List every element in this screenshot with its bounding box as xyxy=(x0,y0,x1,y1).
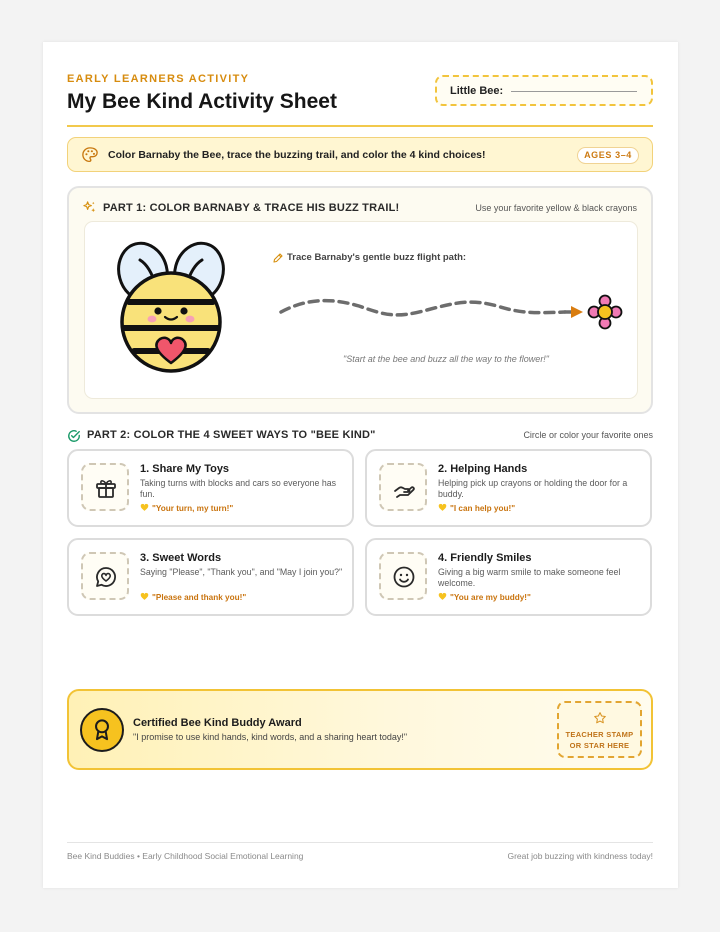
sparkles-icon xyxy=(82,200,97,215)
card-description: Giving a big warm smile to make someone feel welcome. xyxy=(438,567,621,588)
card-quote xyxy=(140,503,233,513)
coloring-area xyxy=(84,221,638,399)
card-description: Taking turns with blocks and cars so everyone has fun. xyxy=(140,478,337,499)
card-icon-frame xyxy=(379,463,427,511)
part2-header xyxy=(67,428,653,446)
award-ribbon-icon xyxy=(91,718,113,742)
pencil-icon xyxy=(272,252,284,264)
footer-message: Great job buzzing with kindness today! xyxy=(507,851,653,861)
kind-card-words[interactable] xyxy=(67,538,354,616)
name-write-line[interactable] xyxy=(511,91,637,92)
trace-path[interactable] xyxy=(277,290,627,340)
card-quote-text: "Please and thank you!" xyxy=(152,593,247,602)
part1-note: Use your favorite yellow & black crayons xyxy=(475,203,637,213)
card-quote xyxy=(438,503,515,513)
flower-icon xyxy=(585,292,625,332)
card-icon-frame xyxy=(81,463,129,511)
check-circle-icon xyxy=(67,429,81,443)
card-title: 3. Sweet Words xyxy=(140,552,222,564)
name-field[interactable] xyxy=(435,75,653,106)
stamp-line-2: OR STAR HERE xyxy=(569,741,630,750)
eyebrow-label: EARLY LEARNERS ACTIVITY xyxy=(67,73,250,85)
gift-icon xyxy=(94,476,118,500)
heart-icon xyxy=(140,503,149,512)
instruction-banner xyxy=(67,137,653,172)
footer-credit: Bee Kind Buddies • Early Childhood Social Emotional Learning xyxy=(67,851,304,861)
award-banner xyxy=(67,689,653,770)
name-label: Little Bee: xyxy=(450,85,504,97)
card-title: 4. Friendly Smiles xyxy=(438,552,532,564)
smile-icon xyxy=(392,565,416,589)
page-title: My Bee Kind Activity Sheet xyxy=(67,90,337,113)
card-title: 1. Share My Toys xyxy=(140,463,230,475)
header-divider xyxy=(67,125,653,127)
trace-label: Trace Barnaby's gentle buzz flight path: xyxy=(287,252,467,263)
heart-chat-icon xyxy=(94,565,118,589)
card-title: 2. Helping Hands xyxy=(438,463,528,475)
card-quote-text: "I can help you!" xyxy=(450,504,516,513)
card-quote xyxy=(140,592,246,602)
part2-heading: PART 2: COLOR THE 4 SWEET WAYS TO "BEE KIND" xyxy=(87,429,376,441)
card-description: Helping pick up crayons or holding the door for a buddy. xyxy=(438,478,628,499)
stamp-line-1: TEACHER STAMP xyxy=(565,730,634,739)
award-medal xyxy=(80,708,124,752)
kind-card-share[interactable] xyxy=(67,449,354,527)
bee-illustration[interactable] xyxy=(112,238,230,374)
heart-icon xyxy=(140,592,149,601)
helping-hand-icon xyxy=(392,476,416,500)
heart-icon xyxy=(438,503,447,512)
card-icon-frame xyxy=(379,552,427,600)
palette-icon xyxy=(81,146,99,164)
award-title: Certified Bee Kind Buddy Award xyxy=(133,717,302,729)
card-quote-text: "Your turn, my turn!" xyxy=(152,504,234,513)
part2-note: Circle or color your favorite ones xyxy=(523,430,653,440)
card-quote-text: "You are my buddy!" xyxy=(450,593,531,602)
part1-panel xyxy=(67,186,653,414)
card-icon-frame xyxy=(81,552,129,600)
teacher-stamp-box[interactable] xyxy=(557,701,642,758)
activity-sheet xyxy=(43,42,678,888)
stamp-label xyxy=(559,729,640,751)
card-quote xyxy=(438,592,531,602)
part1-heading: PART 1: COLOR BARNABY & TRACE HIS BUZZ TRAIL! xyxy=(103,202,400,214)
kind-card-smiles[interactable] xyxy=(365,538,652,616)
instruction-text: Color Barnaby the Bee, trace the buzzing trail, and color the 4 kind choices! xyxy=(108,149,486,161)
award-pledge: "I promise to use kind hands, kind words, and a sharing heart today!" xyxy=(133,732,408,742)
star-icon xyxy=(593,711,607,725)
ages-badge: AGES 3–4 xyxy=(577,147,639,164)
trace-caption: "Start at the bee and buzz all the way to the flower!" xyxy=(343,354,550,364)
footer-divider xyxy=(67,842,653,843)
kind-card-helping[interactable] xyxy=(365,449,652,527)
card-description: Saying "Please", "Thank you", and "May I join you?" xyxy=(140,567,343,577)
heart-icon xyxy=(438,592,447,601)
